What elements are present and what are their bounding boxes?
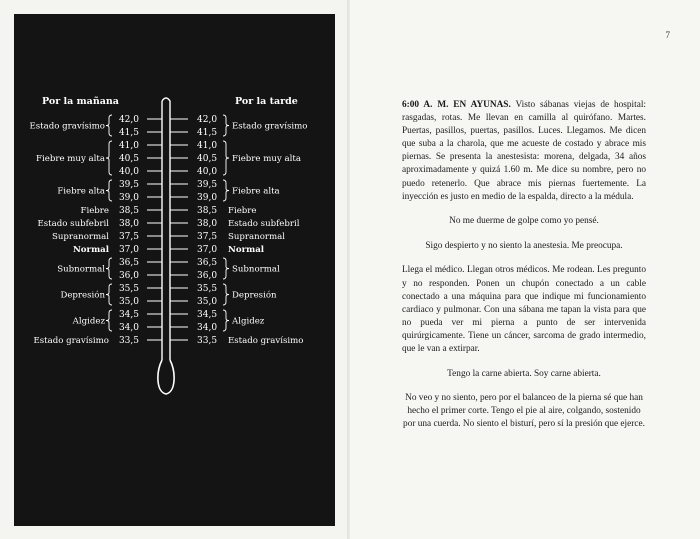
- tube-right-wall: [162, 98, 170, 360]
- paragraph: No veo y no siento, pero por el balanceo de la pierna sé que han hecho el primer corte. Tengo el pie al aire, colgando, sostenido por una cuerda. No siento el bisturí, pero sí la presión que ejerce.: [403, 393, 645, 430]
- temp-tick-left: 39,5: [118, 180, 139, 190]
- range-label-right: Estado gravísimo: [232, 121, 308, 132]
- temp-tick-left: 36,0: [118, 271, 139, 281]
- paragraph: No me duerme de golpe como yo pensé.: [449, 216, 599, 227]
- temp-tick-right: 41,5: [197, 128, 218, 138]
- brace-left: [106, 115, 112, 136]
- range-label-left: Fiebre alta: [57, 186, 105, 197]
- temp-tick-left: 40,5: [118, 154, 139, 164]
- thermometer-tube: [158, 98, 174, 394]
- temp-tick-right: 38,5: [197, 206, 218, 216]
- temp-tick-left: 33,5: [118, 336, 139, 346]
- brace-right: [223, 258, 229, 279]
- temp-tick-right: 34,0: [197, 323, 218, 333]
- temp-tick-left: 40,0: [118, 167, 139, 177]
- paragraph: Llega el médico. Llegan otros médicos. Me rodean. Les pregunto y no responden. Ponen un chupón conectado a un cable conectado a una máquina para que indique mi funcionamiento cardiaco y pulmonar. Con una sábana me tapan la vista para que no pueda ver mi pierna a punto de ser intervenida quirúrgicamente. Tiene un cáncer, sarcoma de grado intermedio, que le van a extirpar.: [402, 265, 646, 354]
- range-label-right: Algidez: [232, 316, 265, 327]
- temp-tick-left: 34,0: [118, 323, 139, 333]
- temp-tick-left: 41,5: [118, 128, 139, 138]
- range-label-left: Normal: [72, 245, 109, 255]
- paragraph: Tengo la carne abierta. Soy carne abierta.: [447, 368, 601, 379]
- brace-left: [106, 180, 112, 201]
- range-label-right: Normal: [228, 245, 265, 255]
- range-label-left: Subnormal: [57, 264, 105, 275]
- range-label-left: Estado gravísimo: [29, 121, 105, 132]
- brace-left: [106, 258, 112, 279]
- temp-tick-right: 39,5: [197, 180, 218, 190]
- brace-right: [223, 141, 229, 175]
- range-label-left: Algidez: [72, 316, 105, 327]
- brace-right: [223, 115, 229, 136]
- temp-tick-left: 38,5: [118, 206, 139, 216]
- temp-tick-right: 36,5: [197, 258, 218, 268]
- temp-tick-left: 37,5: [118, 232, 139, 242]
- temp-tick-left: 39,0: [118, 193, 139, 203]
- brace-left: [106, 141, 112, 175]
- brace-left: [106, 310, 112, 331]
- range-label-left: Fiebre: [80, 206, 109, 216]
- temp-tick-left: 34,5: [118, 310, 139, 320]
- temp-tick-right: 40,5: [197, 154, 218, 164]
- range-label-left: Supranormal: [52, 232, 109, 242]
- brace-right: [223, 310, 229, 331]
- range-label-left: Fiebre muy alta: [36, 154, 105, 164]
- time-heading: 6:00 A. M. EN AYUNAS.: [402, 100, 511, 110]
- temp-tick-right: 37,5: [197, 232, 218, 242]
- range-label-left: Depresión: [60, 290, 105, 301]
- header-afternoon: Por la tarde: [235, 96, 298, 107]
- temp-tick-left: 35,0: [118, 297, 139, 307]
- paragraph: [402, 99, 646, 204]
- range-label-right: Fiebre alta: [232, 186, 280, 197]
- paragraph: Sigo despierto y no siento la anestesia. Me preocupa.: [425, 240, 623, 251]
- paragraph-text: Visto sábanas viejas de hospital: rasgadas, rotas. Me llevan en camilla al quirófano. Martes. Puertas, pasillos, puertas, pasillos. Luces. Llegamos. Me dicen que suba a la charola, que me acueste de costado y abrace mis piernas. Se presenta la anestesista: morena, delgada, 34 años aproximadamente y quizá 1.60 m. Me dice su nombre, pero no puedo retenerlo. Que abrace mis piernas fuertemente. La inyección es justo en medio de la espalda, directo a la médula.: [402, 100, 647, 202]
- range-label-right: Estado subfebril: [228, 219, 300, 229]
- tube-bulb: [158, 360, 174, 394]
- range-label-left: Estado gravísimo: [33, 336, 109, 346]
- temp-tick-right: 41,0: [197, 141, 218, 151]
- page-number: 7: [665, 30, 670, 40]
- brace-right: [223, 284, 229, 305]
- temp-tick-left: 42,0: [118, 115, 139, 125]
- range-label-right: Fiebre: [228, 206, 257, 216]
- temp-tick-left: 35,5: [118, 284, 139, 294]
- temp-tick-right: 38,0: [197, 219, 218, 229]
- brace-right: [223, 180, 229, 201]
- range-label-right: Subnormal: [232, 264, 280, 275]
- temp-tick-right: 35,0: [197, 297, 218, 307]
- temp-tick-right: 33,5: [197, 336, 218, 346]
- temp-tick-left: 38,0: [118, 219, 139, 229]
- brace-left: [106, 284, 112, 305]
- temp-tick-right: 37,0: [197, 245, 218, 255]
- temp-tick-right: 42,0: [197, 115, 218, 125]
- temp-tick-left: 36,5: [118, 258, 139, 268]
- header-morning: Por la mañana: [42, 96, 119, 107]
- range-label-right: Depresión: [232, 290, 277, 301]
- range-label-right: Supranormal: [228, 232, 285, 242]
- temp-tick-left: 41,0: [118, 141, 139, 151]
- temp-tick-right: 34,5: [197, 310, 218, 320]
- temp-tick-right: 40,0: [197, 167, 218, 177]
- temp-tick-right: 36,0: [197, 271, 218, 281]
- body-text: [402, 99, 646, 443]
- temp-tick-right: 39,0: [197, 193, 218, 203]
- temp-tick-right: 35,5: [197, 284, 218, 294]
- range-label-left: Estado subfebril: [37, 219, 109, 229]
- range-label-right: Fiebre muy alta: [232, 154, 301, 164]
- thermometer-chart: [14, 14, 335, 526]
- temp-tick-left: 37,0: [118, 245, 139, 255]
- range-label-right: Estado gravísimo: [228, 336, 304, 346]
